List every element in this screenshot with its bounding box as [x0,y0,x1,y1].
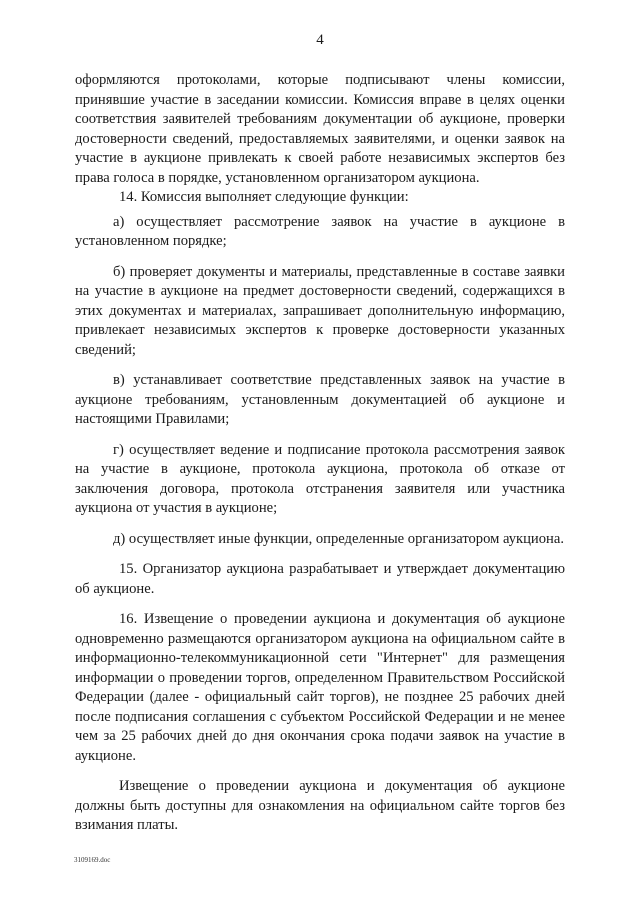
paragraph-continuation: оформляются протоколами, которые подписывают члены комиссии, принявшие участие в заседании комиссии. Комиссия вправе в целях оценки соответствия заявителей требованиям документации об аукционе, проверки достоверности сведений, предоставляемых заявителями, и оценки заявок на участие в аукционе привлекать к своей работе независимых экспертов без права голоса в порядке, установленном организатором аукциона. [75,72,565,186]
subitem-g: г) осуществляет ведение и подписание протокола рассмотрения заявок на участие в аукционе, протокола аукциона, протокола об отказе от заключения договора, протокола отстранения заявителя или участника аукциона от участия в аукционе; [75,441,565,516]
paragraph-notice-access: Извещение о проведении аукциона и документация об аукционе должны быть доступны для ознакомления на официальном сайте торгов без взимания платы. [75,778,565,833]
subitem-a: а) осуществляет рассмотрение заявок на участие в аукционе в установленном порядке; [75,213,565,249]
subitem-d: д) осуществляет иные функции, определенные организатором аукциона. [113,530,564,547]
footer-file-code: 3109169.doc [74,856,111,864]
page-number: 4 [316,32,324,48]
paragraph-item-14: 14. Комиссия выполняет следующие функции: [119,189,409,205]
paragraph-item-15: 15. Организатор аукциона разрабатывает и утверждает документацию об аукционе. [75,561,565,597]
paragraph-item-16: 16. Извещение о проведении аукциона и документация об аукционе одновременно размещаются организатором аукциона на официальном сайте в информационно-телекоммуникационной сети "Интернет" для размещения информации о проведении торгов, определенном Правительством Российской Федерации (далее - официальный сайт торгов), не позднее 25 рабочих дней после подписания соглашения с субъектом Российской Федерации и не менее чем за 25 рабочих дней до дня окончания срока подачи заявок на участие в аукционе. [75,611,565,764]
document-body [75,71,565,836]
subitem-v: в) устанавливает соответствие представленных заявок на участие в аукционе требованиям, установленным документацией об аукционе и настоящими Правилами; [75,372,565,427]
subitem-b: б) проверяет документы и материалы, представленные в составе заявки на участие в аукционе на предмет достоверности сведений, содержащихся в этих документах и материалах, запрашивает дополнительную информацию, привлекает независимых экспертов к проверке достоверности указанных сведений; [75,263,565,358]
